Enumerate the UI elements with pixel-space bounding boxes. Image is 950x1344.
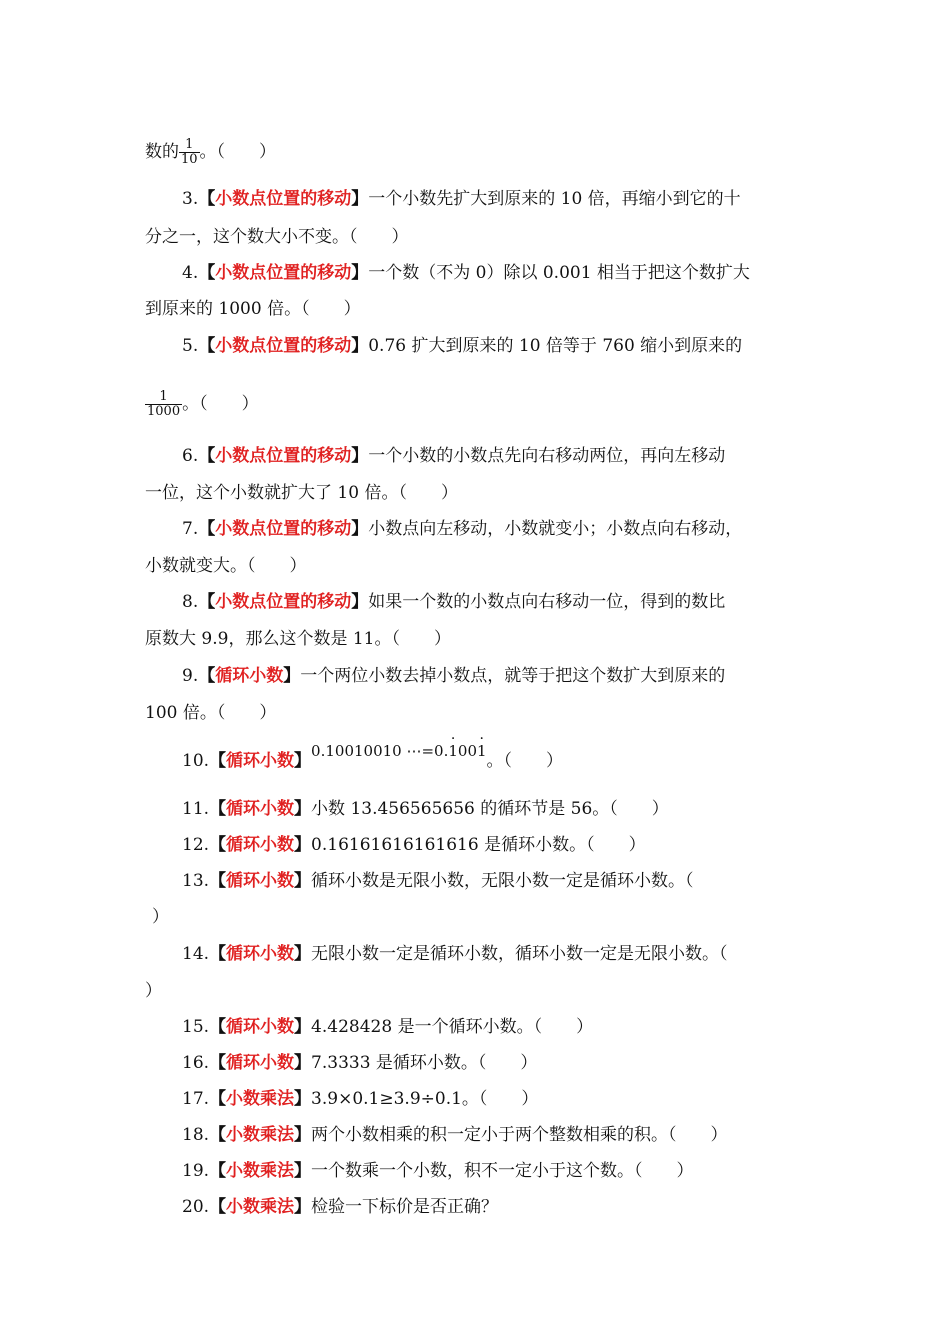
topic-tag: 小数点位置的移动 <box>215 519 352 539</box>
question-16: 16.【循环小数】7.3333 是循环小数。（ ） <box>182 1053 538 1073</box>
topic-tag: 循环小数 <box>226 799 295 819</box>
topic-tag: 循环小数 <box>226 751 295 771</box>
question-3: 3.【小数点位置的移动】一个小数先扩大到原来的 10 倍，再缩小到它的十 <box>182 189 741 209</box>
fraction: $\frac{1}{10}$ <box>181 137 198 167</box>
topic-tag: 循环小数 <box>226 871 295 891</box>
question-14-cont: ） <box>145 981 162 1001</box>
topic-tag: 循环小数 <box>215 666 284 686</box>
topic-tag: 循环小数 <box>226 835 295 855</box>
topic-tag: 小数点位置的移动 <box>215 446 352 466</box>
question-8-cont: 原数大 9.9，那么这个数是 11。（ ） <box>145 629 451 649</box>
question-12: 12.【循环小数】0.16161616161616 是循环小数。（ ） <box>182 835 646 855</box>
topic-tag: 循环小数 <box>226 1053 295 1073</box>
question-18: 18.【小数乘法】两个小数相乘的积一定小于两个整数相乘的积。（ ） <box>182 1125 728 1145</box>
question-13: 13.【循环小数】循环小数是无限小数，无限小数一定是循环小数。（ <box>182 871 694 891</box>
question-8: 8.【小数点位置的移动】如果一个数的小数点向右移动一位，得到的数比 <box>182 592 726 612</box>
fraction: $\frac{1}{1000}$ <box>147 389 181 419</box>
question-13-cont: ） <box>152 907 169 927</box>
topic-tag: 循环小数 <box>226 944 295 964</box>
question-7-cont: 小数就变大。（ ） <box>145 556 307 576</box>
repeating-decimal-equation: 0.10010010 ⋯=0.· 100· 1 <box>311 742 487 760</box>
topic-tag: 小数乘法 <box>226 1161 295 1181</box>
question-4: 4.【小数点位置的移动】一个数（不为 0）除以 0.001 相当于把这个数扩大 <box>182 263 750 283</box>
question-4-cont: 到原来的 1000 倍。（ ） <box>145 299 361 319</box>
topic-tag: 小数乘法 <box>226 1125 295 1145</box>
question-10: 10.【循环小数】0.10010010 ⋯=0.· 100· 1。（ ） <box>182 750 563 772</box>
topic-tag: 小数点位置的移动 <box>215 189 352 209</box>
topic-tag: 小数点位置的移动 <box>215 336 352 356</box>
question-11: 11.【循环小数】小数 13.456565656 的循环节是 56。（ ） <box>182 799 669 819</box>
intro-line: 数的 $\frac{1}{10}$ 。（ ） <box>145 137 277 167</box>
topic-tag: 小数点位置的移动 <box>215 263 352 283</box>
question-9-cont: 100 倍。（ ） <box>145 703 277 723</box>
question-7: 7.【小数点位置的移动】小数点向左移动，小数就变小；小数点向右移动， <box>182 519 743 539</box>
topic-tag: 循环小数 <box>226 1017 295 1037</box>
question-3-cont: 分之一，这个数大小不变。（ ） <box>145 227 409 247</box>
topic-tag: 小数点位置的移动 <box>215 592 352 612</box>
question-19: 19.【小数乘法】一个数乘一个小数，积不一定小于这个数。（ ） <box>182 1161 694 1181</box>
question-5: 5.【小数点位置的移动】0.76 扩大到原来的 10 倍等于 760 缩小到原来的 <box>182 336 743 356</box>
question-9: 9.【循环小数】一个两位小数去掉小数点，就等于把这个数扩大到原来的 <box>182 666 726 686</box>
question-20: 20.【小数乘法】检验一下标价是否正确？ <box>182 1197 499 1217</box>
question-6: 6.【小数点位置的移动】一个小数的小数点先向右移动两位，再向左移动 <box>182 446 726 466</box>
question-6-cont: 一位，这个小数就扩大了 10 倍。（ ） <box>145 483 458 503</box>
topic-tag: 小数乘法 <box>226 1089 295 1109</box>
question-17: 17.【小数乘法】3.9×0.1≥3.9÷0.1。（ ） <box>182 1089 539 1109</box>
question-5-cont: $\frac{1}{1000}$ 。（ ） <box>147 389 259 419</box>
question-14: 14.【循环小数】无限小数一定是循环小数，循环小数一定是无限小数。（ <box>182 944 728 964</box>
question-15: 15.【循环小数】4.428428 是一个循环小数。（ ） <box>182 1017 594 1037</box>
topic-tag: 小数乘法 <box>226 1197 295 1217</box>
